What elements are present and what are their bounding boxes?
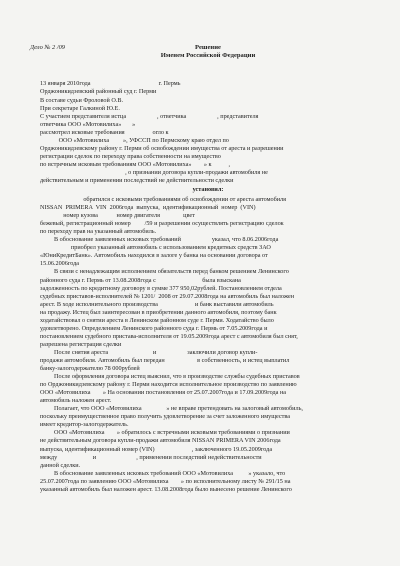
body-line: данной сделки.	[40, 461, 81, 469]
body-line: задолженность по кредитному договору в сумме 377 950,02рублей. Постановлением отдела	[40, 284, 282, 292]
intro-line: Орджоникидзевскому району г. Перми об освобождении имущества от ареста и разрешении	[40, 144, 284, 152]
body-line: указанный автомобиль был наложен арест. 13.08.2008года было вынесено решение Ленинского	[40, 485, 292, 493]
body-line: «ЮниКредитБанк». Автомобиль находился в залоге у банка на основании договора от	[40, 252, 268, 260]
intro-line: регистрации сделок по переходу права собственности на имущество	[40, 152, 221, 160]
intro-line: ООО «Мотовилиха », УФССП по Пермскому краю отдел по	[40, 136, 229, 144]
body-line: бежевый, регистрационный номер /59 и разрешении осуществлять регистрацию сделок	[40, 220, 284, 228]
body-line: номер кузова номер двигателя цвет	[40, 212, 195, 220]
body-line: После оформления договора истец выяснил, что в производстве службы судебных приставов	[54, 373, 300, 381]
body-line: После снятия ареста и заключили договор купли-	[54, 348, 258, 356]
body-line: разрешена регистрация сделки	[40, 340, 122, 348]
body-line: не действительным договора купли-продажи автомобиля NISSAN PRIMERA VIN 2006года	[40, 437, 281, 445]
case-number: Дело № 2 /09	[30, 44, 65, 51]
body-line: 25.07.2007года по заявлению ООО «Мотовилиха » по исполнительному листу № 291/15 на	[40, 477, 291, 485]
body-line: Полагает, что ООО «Мотовилиха » не вправе претендовать на залоговый автомобиль,	[54, 405, 303, 413]
intro-line: действительным и применении последствий не действительности сделки	[40, 176, 234, 184]
intro-block	[40, 80, 376, 185]
intro-line: рассмотрел исковые требования огло к	[40, 128, 169, 136]
body-line: на продажу. Истец был заинтересован в приобретении данного автомобиля, поэтому банк	[40, 308, 277, 316]
body-line: ООО «Мотовилиха » На основании постановления от 25.07.2007года и 17.09.2009года на	[40, 389, 287, 397]
intro-line: ответчика ООО «Мотовилиха» »	[40, 120, 136, 128]
body-line: арест. В ходе исполнительного производства и банк выставили автомобиль	[40, 300, 274, 308]
intro-line: При секретаре Галкиной Ю.Е.	[40, 104, 120, 112]
intro-line: С участием представителя истца , ответчика , представителя	[40, 112, 259, 120]
established-heading: установил:	[192, 186, 224, 194]
body-line: по переходу прав на указанный автомобиль.	[40, 228, 157, 236]
intro-line: Орджоникидзевский районный суд г. Перми	[40, 88, 157, 96]
body-line: районного суда г. Пермь от 13.08.2008года с была взыскана	[40, 276, 241, 284]
body-line: ООО «Мотовилиха » обратилось с встречными исковыми требованиями о признании	[54, 429, 290, 437]
body-line: ходатайствовал о снятии ареста в Ленинском районном суде г. Перми. Ходатайство было	[40, 316, 274, 324]
body-block	[40, 196, 376, 494]
intro-line: по встречным исковым требованиям ООО «Мотовилиха» » к ,	[40, 160, 231, 168]
body-line: приобрел указанный автомобиль с использованием кредитных средств ЗАО	[40, 244, 271, 252]
intro-line: , о признании договора купли-продажи автомобиля не	[40, 168, 268, 176]
body-line: между и , применении последствий недействительности	[40, 453, 262, 461]
body-line: по Орджоникидзевскому району г. Перми находится исполнительное производство по заявлению	[40, 381, 297, 389]
body-line: NISSAN PRIMERA VIN 2006года выпуска, идентификационный номер (VIN)	[40, 204, 256, 212]
body-line: удовлетворено. Определением Ленинского районного суда г. Пермь от 7.05.2009года и	[40, 324, 268, 332]
body-line: постановлением судебного пристава-исполнителя от 19.05.2009года арест с автомобиля был снят,	[40, 332, 298, 340]
date-line: 13 января 2010года г. Пермь	[40, 80, 181, 88]
document-title: Решение	[195, 44, 221, 51]
intro-line: В составе судьи Фроловой О.В.	[40, 96, 124, 104]
body-line: автомобиль наложен арест.	[40, 397, 112, 405]
body-line: выпуска, идентификационный номер (VIN) , заключенного 19.05.2009года	[40, 445, 273, 453]
body-line: В обоснование заявленных исковых требований ООО «Мотовилиха » указало, что	[54, 469, 286, 477]
body-line: банку-залогодержателю 78 000рублей	[40, 365, 140, 373]
body-line: имеет кредитор-залогодержатель.	[40, 421, 129, 429]
body-line: обратился с исковыми требованиями об освобождении от ареста автомобиля	[40, 196, 286, 204]
document-subtitle: Именем Российской Федерации	[160, 52, 256, 60]
body-line: В связи с ненадлежащим исполнением обязательств перед банком решением Ленинского	[54, 268, 289, 276]
document-heading	[40, 44, 376, 60]
body-line: поскольку преимущественное право получить удовлетворение за счет заложенного имущества	[40, 413, 290, 421]
body-line: продажи автомобиля. Автомобиль был передан в собственность, и истец выплатил	[40, 357, 290, 364]
body-line: В обоснование заявленных исковых требований указал, что 8.06.2006года	[54, 236, 279, 244]
body-line: судебных приставов-исполнителей № 1201/ 2008 от 29.07.2008года на автомобиль был наложен	[40, 292, 295, 300]
body-line: 15.06.2006года	[40, 260, 80, 268]
